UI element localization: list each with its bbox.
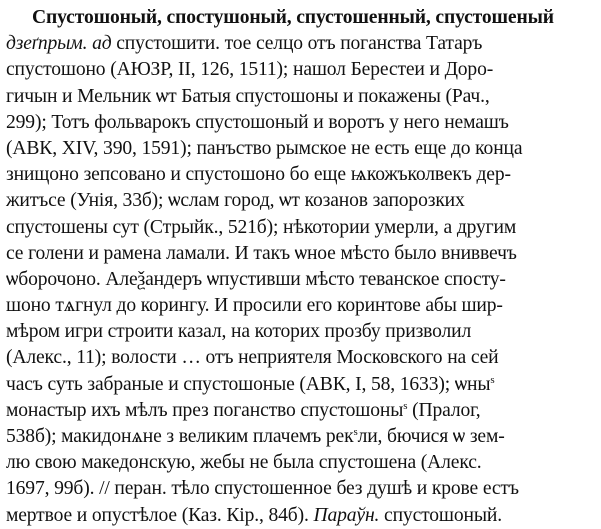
text-segment: гичын и Мельник ѡт Батыя спустошоны и покажены (Рач.,	[6, 85, 490, 107]
entry-line	[6, 215, 595, 241]
entry-line	[6, 450, 595, 476]
text-segment: 538б); макидонѧне з великим плачемъ рек	[6, 426, 354, 447]
text-segment: шоно тѧгнул до корингу. И просили его коринтове абы шир-	[6, 295, 503, 317]
text-segment: ли, бючися ѡ зем-	[357, 426, 505, 447]
text-segment: лю свою македонскую, жебы не была спустошена (Алекс.	[6, 452, 482, 474]
text-segment: спустошоный.	[379, 504, 502, 526]
superscript-mark: s	[403, 399, 408, 412]
text-segment: монастыр ихъ мѣлъ през поганство спустошоны	[6, 399, 404, 421]
entry-line	[6, 319, 595, 345]
text-segment: се голени и рамена ламали. И такъ ѡное мѣсто было вниввечъ	[6, 242, 517, 264]
text-segment: тѣло спустошенное без душѣ и крове естъ	[166, 478, 519, 500]
dictionary-entry	[6, 5, 595, 529]
entry-line	[6, 57, 595, 83]
entry-line	[6, 84, 595, 110]
text-segment: знищоно зепсовано и спустошоно бо еще ѩкожъколвекъ дер-	[6, 164, 511, 186]
entry-body	[6, 31, 595, 529]
superscript-mark: s	[490, 373, 495, 386]
text-segment: мѣром игри строити казал, на которих прозбу призволил	[6, 321, 472, 343]
entry-line	[6, 476, 595, 502]
text-segment: Параўн.	[313, 504, 380, 526]
text-segment: дзеґпрым. ад	[6, 33, 112, 55]
text-segment: 299); Тотъ фольварокъ спустошоный и воротъ у него немашъ	[6, 111, 509, 133]
text-segment: (АВК, XIV, 390, 1591); панъство рымское не есть еще до конца	[6, 137, 523, 159]
entry-line	[6, 188, 595, 214]
entry-line	[6, 293, 595, 319]
text-segment: часъ суть забраные и спустошоные (АВК, I, 58, 1633); ѡны	[6, 373, 491, 395]
superscript-mark: s	[353, 426, 358, 438]
entry-line	[6, 162, 595, 188]
entry-line	[6, 372, 595, 398]
entry-line	[6, 345, 595, 371]
entry-line	[6, 424, 595, 450]
entry-line	[6, 136, 595, 162]
text-segment: (Пралог,	[407, 399, 481, 421]
text-segment: мертвое и опустѣлое (Каз. Кір., 84б).	[6, 504, 314, 526]
text-segment: 1697, 99б). // перан.	[6, 478, 167, 500]
entry-line	[6, 110, 595, 136]
entry-line	[6, 398, 595, 424]
entry-line	[6, 241, 595, 267]
text-segment: спустошити. тое селцо отъ поганства Татаръ	[111, 33, 483, 55]
entry-line	[6, 31, 595, 57]
text-segment: (Алекс., 11); волости … отъ неприятеля Московского на сей	[6, 347, 499, 369]
text-segment: ѡборочоно. Алеѯандеръ ѡпустивши мѣсто теванское спосту-	[6, 268, 506, 290]
text-segment: житъсе (Унія, 33б); ѡслам город, ѡт козанов запорозких	[6, 190, 465, 212]
entry-line	[6, 267, 595, 293]
text-segment: спустошоно (АЮЗР, II, 126, 1511); нашол Берестеи и Доро-	[6, 59, 494, 81]
text-segment: спустошены сут (Стрыйк., 521б); нѣкотории умерли, а другим	[6, 216, 517, 238]
entry-line	[6, 503, 595, 529]
headword: Спустошоный, спостушоный, спустошенный, спустошеный	[32, 7, 554, 28]
